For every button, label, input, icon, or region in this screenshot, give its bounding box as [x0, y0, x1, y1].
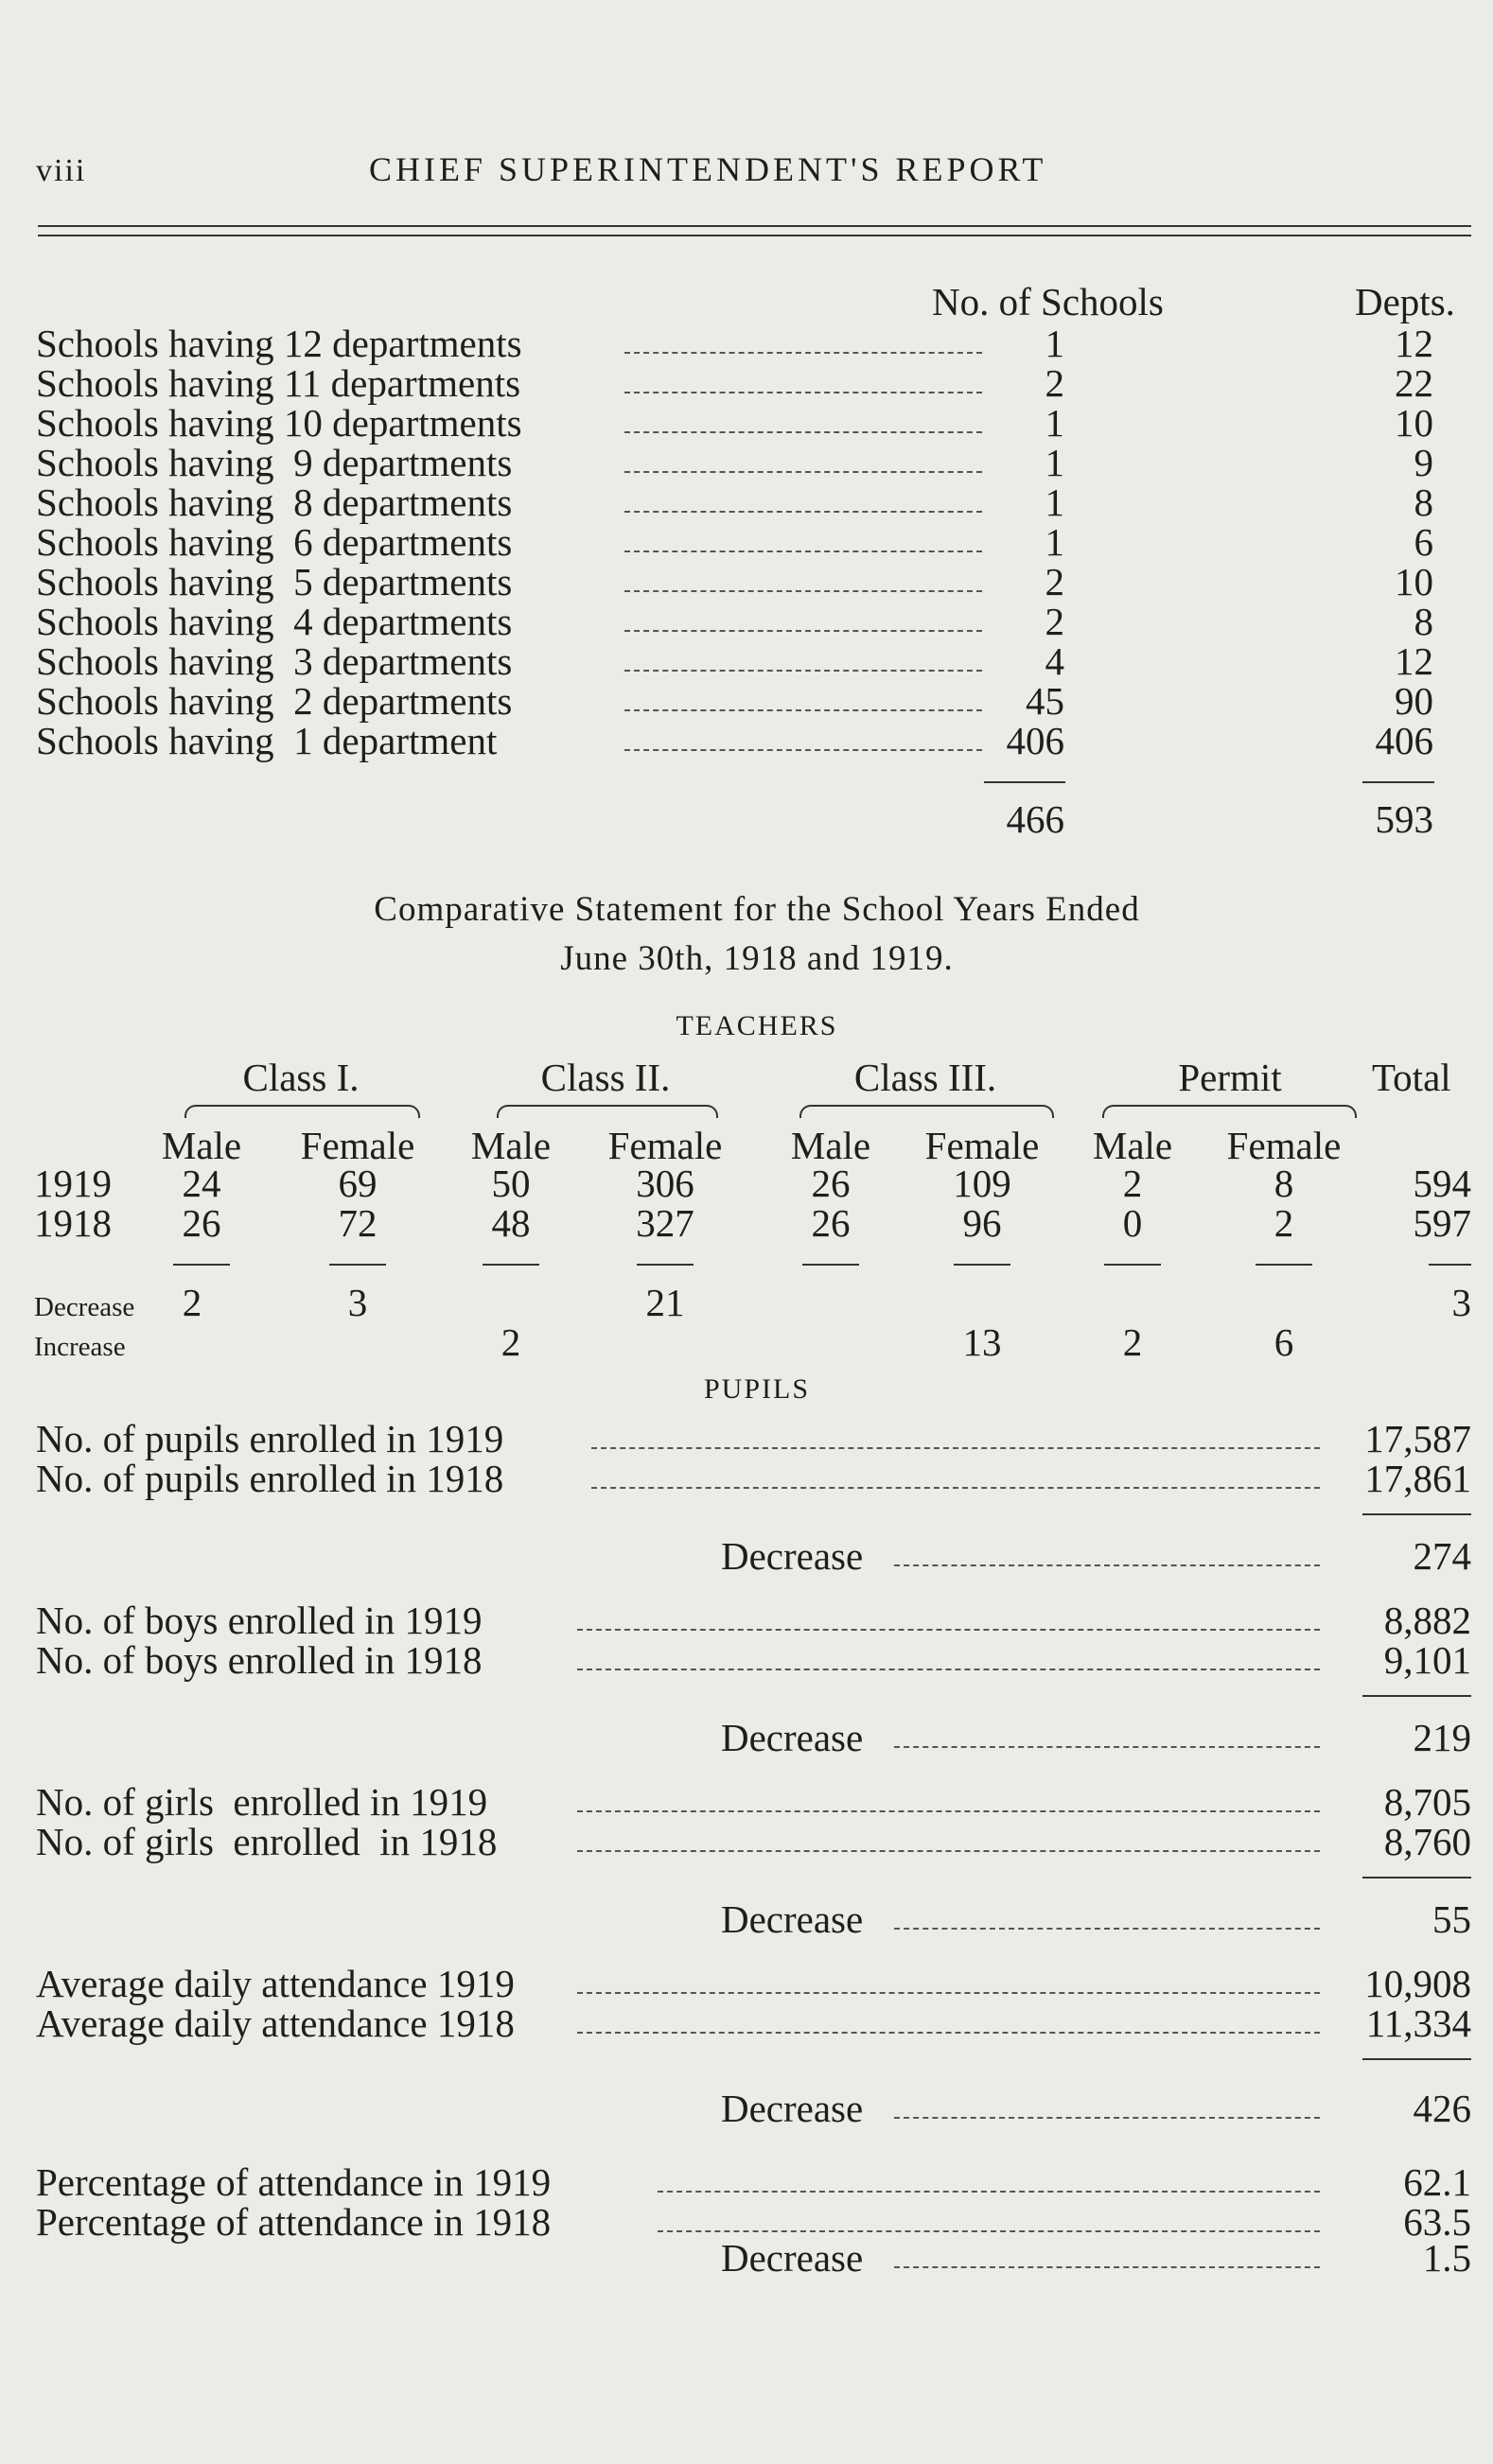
- teacher-class-brace: [1102, 1105, 1357, 1118]
- pupil-decrease-value: 219: [1413, 1716, 1471, 1759]
- dept-row-leader: [624, 352, 982, 354]
- dept-row-label: Schools having 4 departments: [36, 600, 513, 643]
- teachers-title: TEACHERS: [676, 1010, 838, 1041]
- dept-row-depts: 12: [1395, 639, 1433, 683]
- teacher-row-value: 8: [1273, 1162, 1294, 1205]
- pupil-line-leader: [658, 2191, 1320, 2193]
- dept-row-schools: 1: [1045, 401, 1064, 445]
- increase-label: Increase: [34, 1332, 126, 1362]
- page-number: viii: [36, 153, 87, 188]
- dept-row-depts: 10: [1395, 401, 1433, 445]
- pupil-line-label: No. of boys enrolled in 1919: [36, 1599, 483, 1642]
- teacher-class-heading: Class I.: [242, 1056, 360, 1099]
- pupil-line-leader: [577, 2032, 1320, 2034]
- dept-row-schools: 45: [1026, 679, 1064, 723]
- dept-row-schools: 406: [1006, 719, 1064, 762]
- pupil-line-value: 8,705: [1383, 1780, 1471, 1824]
- dept-sum-line-depts: [1362, 781, 1434, 783]
- decrease-label: Decrease: [34, 1292, 135, 1322]
- pupil-decrease-label: Decrease: [721, 2236, 864, 2280]
- dept-row-label: Schools having 6 departments: [36, 520, 513, 564]
- comparative-heading-line2: June 30th, 1918 and 1919.: [560, 939, 954, 978]
- dept-row-depts: 12: [1395, 322, 1433, 365]
- dept-row-depts: 9: [1414, 441, 1433, 484]
- pupil-line-value: 62.1: [1403, 2160, 1471, 2204]
- dept-row-leader: [624, 550, 982, 552]
- teacher-decrease-value: 2: [182, 1281, 202, 1324]
- pupil-line-value: 63.5: [1403, 2200, 1471, 2244]
- teacher-increase-value: 13: [962, 1320, 1002, 1364]
- dept-total-depts: 593: [1375, 797, 1433, 841]
- col-header-male: Male: [790, 1124, 871, 1167]
- teacher-row-value: 2: [1122, 1162, 1143, 1205]
- pupil-decrease-value: 274: [1413, 1534, 1471, 1578]
- teacher-sum-line: [1256, 1264, 1312, 1266]
- teacher-row-value: 109: [953, 1162, 1011, 1205]
- teacher-row-value: 26: [182, 1201, 221, 1245]
- dept-row-leader: [624, 670, 982, 672]
- pupil-line-value: 8,760: [1383, 1820, 1471, 1863]
- teacher-sum-line: [637, 1264, 694, 1266]
- dept-row-schools: 1: [1045, 441, 1064, 484]
- pupil-decrease-label: Decrease: [721, 1897, 864, 1941]
- pupil-line-value: 11,334: [1365, 2001, 1471, 2045]
- pupil-decrease-leader: [894, 2117, 1320, 2119]
- dept-row-label: Schools having 12 departments: [36, 322, 522, 365]
- page-title: CHIEF SUPERINTENDENT'S REPORT: [369, 150, 1047, 188]
- col-header-female: Female: [607, 1124, 723, 1167]
- col-header-female: Female: [924, 1124, 1040, 1167]
- teacher-row-value: 48: [491, 1201, 531, 1245]
- teacher-row-total: 597: [1413, 1201, 1471, 1245]
- col-header-male: Male: [1092, 1124, 1173, 1167]
- col-header-male: Male: [161, 1124, 242, 1167]
- dept-row-depts: 8: [1414, 481, 1433, 524]
- pupil-line-value: 17,587: [1364, 1417, 1471, 1460]
- teacher-sum-line: [802, 1264, 859, 1266]
- pupil-sum-line: [1362, 1513, 1471, 1515]
- dept-row-leader: [624, 749, 982, 751]
- pupil-sum-line: [1362, 2058, 1471, 2060]
- pupil-line-leader: [577, 1810, 1320, 1812]
- teacher-class-heading: Class III.: [853, 1056, 997, 1099]
- teacher-sum-line: [954, 1264, 1010, 1266]
- pupil-line-label: No. of pupils enrolled in 1919: [36, 1417, 504, 1460]
- col-header-depts: Depts.: [1355, 280, 1455, 323]
- teacher-sum-line: [329, 1264, 386, 1266]
- dept-row-depts: 406: [1375, 719, 1433, 762]
- pupil-line-label: No. of boys enrolled in 1918: [36, 1638, 483, 1682]
- dept-row-label: Schools having 1 department: [36, 719, 498, 762]
- teacher-decrease-value: 3: [347, 1281, 368, 1324]
- pupil-decrease-leader: [894, 1746, 1320, 1748]
- dept-row-depts: 6: [1414, 520, 1433, 564]
- pupil-decrease-label: Decrease: [721, 1716, 864, 1759]
- pupil-sum-line: [1362, 1695, 1471, 1697]
- teacher-row-value: 2: [1273, 1201, 1294, 1245]
- dept-row-label: Schools having 3 departments: [36, 639, 513, 683]
- dept-row-leader: [624, 471, 982, 473]
- pupil-line-label: No. of pupils enrolled in 1918: [36, 1457, 504, 1500]
- teacher-sum-line: [1104, 1264, 1161, 1266]
- dept-total-schools: 466: [1006, 797, 1064, 841]
- teacher-row-value: 26: [811, 1162, 851, 1205]
- teacher-row-year: 1919: [34, 1162, 112, 1205]
- dept-row-label: Schools having 10 departments: [36, 401, 522, 445]
- teacher-class-heading: Permit: [1178, 1056, 1282, 1099]
- teacher-total-heading: Total: [1372, 1056, 1451, 1099]
- dept-row-leader: [624, 511, 982, 513]
- teacher-row-value: 26: [811, 1201, 851, 1245]
- teacher-row-value: 327: [636, 1201, 694, 1245]
- col-header-female: Female: [300, 1124, 415, 1167]
- col-header-schools: No. of Schools: [932, 280, 1164, 323]
- teacher-row-value: 50: [491, 1162, 531, 1205]
- pupil-line-value: 9,101: [1383, 1638, 1471, 1682]
- teacher-sum-line: [173, 1264, 230, 1266]
- pupil-line-label: No. of girls enrolled in 1919: [36, 1780, 488, 1824]
- teacher-row-value: 0: [1122, 1201, 1143, 1245]
- dept-row-depts: 90: [1395, 679, 1433, 723]
- pupil-line-leader: [577, 1669, 1320, 1670]
- col-header-male: Male: [470, 1124, 552, 1167]
- header-rule-top: [38, 225, 1471, 227]
- teacher-row-total: 594: [1413, 1162, 1471, 1205]
- teacher-decrease-total: 3: [1451, 1281, 1471, 1324]
- teacher-row-value: 96: [962, 1201, 1002, 1245]
- pupil-decrease-leader: [894, 2266, 1320, 2268]
- teacher-row-value: 72: [338, 1201, 378, 1245]
- pupil-decrease-leader: [894, 1928, 1320, 1930]
- dept-row-label: Schools having 5 departments: [36, 560, 513, 603]
- teacher-class-brace: [799, 1105, 1054, 1118]
- pupil-line-value: 8,882: [1383, 1599, 1471, 1642]
- pupil-decrease-value: 55: [1432, 1897, 1471, 1941]
- dept-row-label: Schools having 2 departments: [36, 679, 513, 723]
- teacher-class-heading: Class II.: [540, 1056, 671, 1099]
- teacher-row-value: 306: [636, 1162, 694, 1205]
- teacher-decrease-value: 21: [645, 1281, 685, 1324]
- pupil-sum-line: [1362, 1877, 1471, 1879]
- comparative-heading-line1: Comparative Statement for the School Years Ended: [374, 890, 1140, 929]
- pupil-decrease-value: 1.5: [1422, 2236, 1471, 2280]
- teacher-class-brace: [497, 1105, 718, 1118]
- pupil-decrease-label: Decrease: [721, 2087, 864, 2130]
- dept-row-schools: 4: [1045, 639, 1064, 683]
- dept-row-schools: 1: [1045, 520, 1064, 564]
- teacher-sum-line-total: [1429, 1264, 1471, 1266]
- pupil-line-label: Percentage of attendance in 1918: [36, 2200, 552, 2244]
- teacher-sum-line: [483, 1264, 539, 1266]
- dept-row-label: Schools having 11 departments: [36, 361, 521, 405]
- pupil-line-leader: [577, 1629, 1320, 1631]
- teacher-class-brace: [184, 1105, 420, 1118]
- pupil-line-value: 10,908: [1364, 1962, 1471, 2005]
- pupil-line-value: 17,861: [1364, 1457, 1471, 1500]
- pupils-title: PUPILS: [703, 1373, 811, 1405]
- pupil-line-label: No. of girls enrolled in 1918: [36, 1820, 498, 1863]
- teacher-increase-value: 6: [1273, 1320, 1294, 1364]
- pupil-line-leader: [577, 1992, 1320, 1994]
- pupil-line-leader: [658, 2230, 1320, 2232]
- dept-row-depts: 8: [1414, 600, 1433, 643]
- dept-row-label: Schools having 9 departments: [36, 441, 513, 484]
- teacher-increase-value: 2: [1122, 1320, 1143, 1364]
- dept-row-label: Schools having 8 departments: [36, 481, 513, 524]
- dept-row-schools: 1: [1045, 322, 1064, 365]
- col-header-female: Female: [1226, 1124, 1342, 1167]
- dept-row-leader: [624, 709, 982, 711]
- dept-row-schools: 2: [1045, 600, 1064, 643]
- dept-row-schools: 2: [1045, 560, 1064, 603]
- dept-row-leader: [624, 590, 982, 592]
- dept-row-schools: 2: [1045, 361, 1064, 405]
- pupil-line-label: Percentage of attendance in 1919: [36, 2160, 552, 2204]
- dept-row-leader: [624, 630, 982, 632]
- dept-row-leader: [624, 392, 982, 393]
- dept-row-schools: 1: [1045, 481, 1064, 524]
- pupil-decrease-label: Decrease: [721, 1534, 864, 1578]
- dept-row-depts: 10: [1395, 560, 1433, 603]
- pupil-decrease-leader: [894, 1564, 1320, 1566]
- teacher-increase-value: 2: [501, 1320, 521, 1364]
- pupil-line-leader: [591, 1447, 1320, 1449]
- pupil-line-label: Average daily attendance 1919: [36, 1962, 515, 2005]
- dept-sum-line-schools: [984, 781, 1065, 783]
- dept-row-leader: [624, 431, 982, 433]
- dept-row-depts: 22: [1395, 361, 1433, 405]
- teacher-row-value: 69: [338, 1162, 378, 1205]
- pupil-line-leader: [577, 1850, 1320, 1852]
- teacher-row-value: 24: [182, 1162, 221, 1205]
- header-rule-bottom: [38, 235, 1471, 236]
- pupil-decrease-value: 426: [1413, 2087, 1471, 2130]
- teacher-row-year: 1918: [34, 1201, 112, 1245]
- pupil-line-label: Average daily attendance 1918: [36, 2001, 515, 2045]
- pupil-line-leader: [591, 1487, 1320, 1489]
